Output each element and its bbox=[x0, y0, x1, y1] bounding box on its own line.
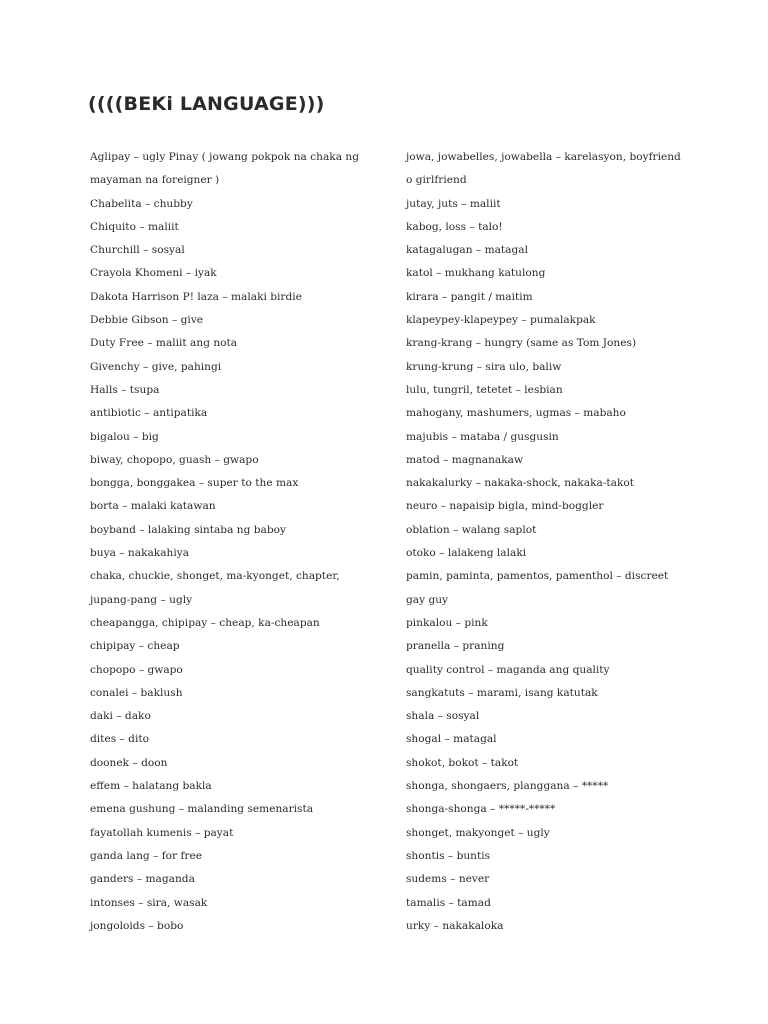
glossary-line: oblation – walang saplot bbox=[406, 523, 537, 536]
glossary-line: gay guy bbox=[406, 593, 449, 606]
glossary-line: antibiotic – antipatika bbox=[90, 407, 208, 420]
glossary-line: borta – malaki katawan bbox=[90, 500, 216, 513]
glossary-line: kirara – pangit / maitim bbox=[406, 290, 533, 303]
glossary-line: o girlfriend bbox=[406, 174, 467, 187]
glossary-line: Duty Free – maliit ang nota bbox=[90, 337, 238, 350]
glossary-line: Givenchy – give, pahingi bbox=[90, 360, 222, 373]
glossary-line: shala – sosyal bbox=[406, 710, 480, 723]
glossary-line: jongoloids – bobo bbox=[90, 919, 184, 932]
glossary-line: urky – nakakaloka bbox=[406, 919, 504, 932]
glossary-line: quality control – maganda ang quality bbox=[406, 663, 610, 676]
glossary-line: katagalugan – matagal bbox=[406, 244, 528, 257]
glossary-line: kabog, loss – talo! bbox=[406, 220, 503, 233]
glossary-line: jutay, juts – maliit bbox=[406, 197, 501, 210]
glossary-line: mahogany, mashumers, ugmas – mabaho bbox=[406, 407, 626, 420]
right-column bbox=[406, 146, 706, 938]
glossary-line: Churchill – sosyal bbox=[90, 244, 185, 257]
glossary-line: Chiquito – maliit bbox=[90, 220, 179, 233]
document-title: ((((BEKi LANGUAGE))) bbox=[88, 93, 325, 115]
glossary-line: sangkatuts – marami, isang katutak bbox=[406, 686, 598, 699]
glossary-line: pranella – praning bbox=[406, 640, 505, 653]
glossary-line: matod – magnanakaw bbox=[406, 453, 524, 466]
glossary-line: doonek – doon bbox=[90, 756, 168, 769]
glossary-line: mayaman na foreigner ) bbox=[90, 174, 220, 187]
glossary-line: klapeypey-klapeypey – pumalakpak bbox=[406, 314, 596, 327]
glossary-line: pamin, paminta, pamentos, pamenthol – discreet bbox=[406, 570, 669, 583]
glossary-line: chipipay – cheap bbox=[90, 640, 180, 653]
glossary-line: chopopo – gwapo bbox=[90, 663, 183, 676]
glossary-line: biway, chopopo, guash – gwapo bbox=[90, 453, 259, 466]
glossary-line: Debbie Gibson – give bbox=[90, 314, 204, 327]
glossary-line: tamalis – tamad bbox=[406, 896, 491, 909]
glossary-line: lulu, tungril, tetetet – lesbian bbox=[406, 383, 563, 396]
glossary-line: krung-krung – sira ulo, baliw bbox=[406, 360, 562, 373]
glossary-line: Crayola Khomeni – iyak bbox=[90, 267, 217, 280]
glossary-line: jowa, jowabelles, jowabella – karelasyon, boyfriend bbox=[406, 151, 681, 163]
glossary-line: chaka, chuckie, shonget, ma-kyonget, chapter, bbox=[90, 570, 340, 583]
glossary-line: emena gushung – malanding semenarista bbox=[90, 803, 314, 816]
glossary-line: shonget, makyonget – ugly bbox=[406, 826, 550, 839]
glossary-line: Aglipay – ugly Pinay ( jowang pokpok na chaka ng bbox=[90, 151, 360, 163]
glossary-line: Halls – tsupa bbox=[90, 383, 160, 396]
glossary-line: pinkalou – pink bbox=[406, 616, 488, 629]
glossary-line: sudems – never bbox=[406, 873, 490, 886]
glossary-line: cheapangga, chipipay – cheap, ka-cheapan bbox=[90, 616, 320, 629]
glossary-line: fayatollah kumenis – payat bbox=[90, 826, 234, 839]
glossary-line: shokot, bokot – takot bbox=[406, 756, 519, 769]
glossary-line: krang-krang – hungry (same as Tom Jones) bbox=[406, 337, 637, 350]
glossary-line: otoko – lalakeng lalaki bbox=[406, 547, 527, 560]
glossary-line: katol – mukhang katulong bbox=[406, 267, 546, 280]
glossary-line: shonga, shongaers, planggana – ***** bbox=[406, 780, 609, 793]
glossary-line: dites – dito bbox=[90, 733, 149, 746]
glossary-line: buya – nakakahiya bbox=[90, 547, 190, 560]
glossary-line: effem – halatang bakla bbox=[90, 780, 212, 793]
glossary-line: ganders – maganda bbox=[90, 873, 195, 886]
glossary-line: intonses – sira, wasak bbox=[90, 896, 208, 909]
glossary-line: conalei – baklush bbox=[90, 686, 183, 699]
glossary-line: majubis – mataba / gusgusin bbox=[406, 430, 559, 443]
glossary-line: Chabelita – chubby bbox=[90, 197, 193, 210]
left-column bbox=[90, 146, 380, 938]
glossary-line: shonga-shonga – *****-***** bbox=[406, 803, 556, 816]
glossary-line: shogal – matagal bbox=[406, 733, 497, 746]
glossary-line: nakakalurky – nakaka-shock, nakaka-takot bbox=[406, 477, 635, 490]
glossary-line: bongga, bonggakea – super to the max bbox=[90, 477, 299, 490]
glossary-line: jupang-pang – ugly bbox=[90, 593, 193, 606]
glossary-line: boyband – lalaking sintaba ng baboy bbox=[90, 523, 286, 536]
glossary-line: neuro – napaisip bigla, mind-boggler bbox=[406, 500, 604, 513]
glossary-line: daki – dako bbox=[90, 710, 151, 723]
glossary-line: ganda lang – for free bbox=[90, 849, 202, 862]
glossary-line: bigalou – big bbox=[90, 430, 159, 443]
glossary-line: shontis – buntis bbox=[406, 849, 491, 862]
glossary-line: Dakota Harrison P! laza – malaki birdie bbox=[90, 290, 302, 303]
